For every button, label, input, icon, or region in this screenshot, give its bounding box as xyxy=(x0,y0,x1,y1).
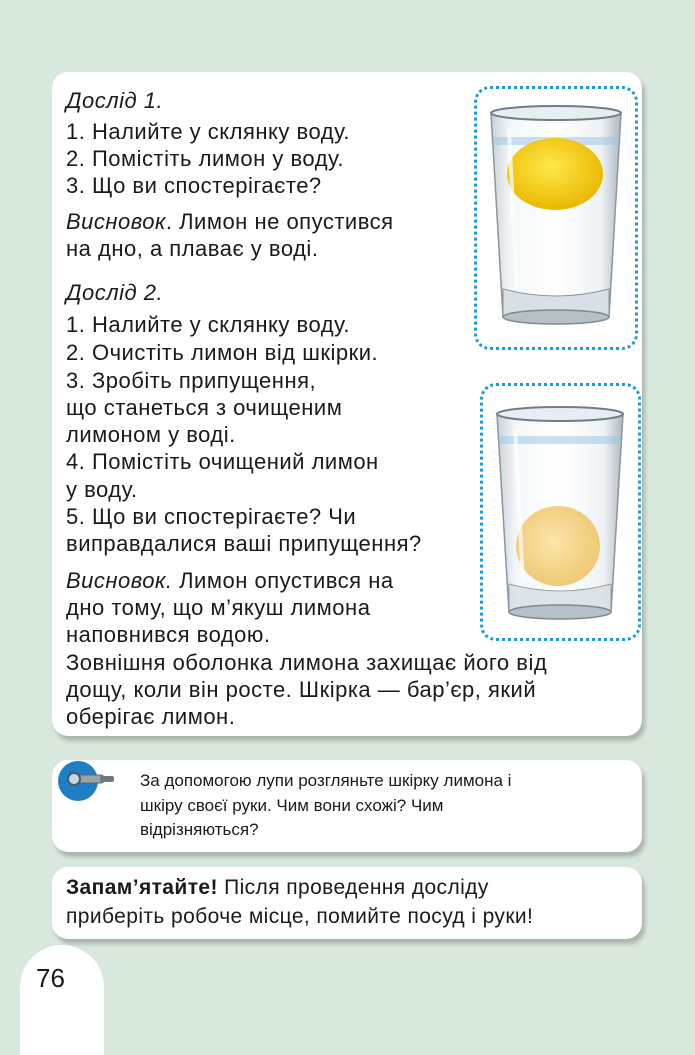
remember-line: Після проведення досліду xyxy=(217,876,489,899)
experiment2-conclusion-text: наповнився водою. xyxy=(66,622,271,647)
conclusion-text: Лимон опустився на xyxy=(172,568,394,593)
experiment2-step: 4. Помістіть очищений лимон xyxy=(66,449,379,474)
experiment2-step: виправдалися ваші припущення? xyxy=(66,531,422,556)
experiment1-step: 3. Що ви спостерігаєте? xyxy=(66,173,322,198)
magnifier-moon-icon xyxy=(54,758,124,809)
experiment1-title: Дослід 1. xyxy=(66,88,164,113)
experiment2-title: Дослід 2. xyxy=(66,280,164,305)
experiment1-step: 1. Налийте у склянку воду. xyxy=(66,119,350,144)
conclusion-label: Висновок xyxy=(66,209,166,234)
experiment2-step: 2. Очистіть лимон від шкірки. xyxy=(66,340,379,365)
experiment2-step: 5. Що ви спостерігаєте? Чи xyxy=(66,504,357,529)
experiment2-step: лимоном у воді. xyxy=(66,422,236,447)
peeled-lemon-shape xyxy=(516,506,600,586)
experiment2-step: у воду. xyxy=(66,477,138,502)
page-number: 76 xyxy=(36,963,65,993)
remember-text xyxy=(66,874,489,902)
conclusion-text: . Лимон не опустився xyxy=(165,209,394,234)
remember-label: Запам’ятайте! xyxy=(66,876,218,899)
experiment1-step: 2. Помістіть лимон у воду. xyxy=(66,146,344,171)
experiment2-conclusion-text: Зовнішня оболонка лимона захищає його від xyxy=(66,650,548,675)
remember-line: приберіть робоче місце, помийте посуд і руки! xyxy=(66,905,534,928)
experiment2-step: 1. Налийте у склянку воду. xyxy=(66,312,350,337)
experiment2-step: що станеться з очищеним xyxy=(66,395,343,420)
conclusion-label: Висновок. xyxy=(66,568,173,593)
experiment2-conclusion-text: оберігає лимон. xyxy=(66,704,236,729)
experiment2-step: 3. Зробіть припущення, xyxy=(66,368,317,393)
tip-text: шкіру своєї руки. Чим вони схожі? Чим xyxy=(140,796,444,815)
experiment2-conclusion xyxy=(66,567,394,594)
lemon-shape xyxy=(507,138,603,210)
tip-text: відрізняються? xyxy=(140,820,259,839)
experiment1-conclusion xyxy=(66,208,394,235)
glass-sunk-lemon-image xyxy=(480,383,641,641)
experiment2-conclusion-text: дощу, коли він росте. Шкірка — бар’єр, який xyxy=(66,677,537,702)
page-number-tab xyxy=(20,945,104,1055)
glass-floating-lemon-image xyxy=(474,86,638,350)
experiment1-conclusion-text: на дно, а плаває у воді. xyxy=(66,236,319,261)
tip-text: За допомогою лупи розгляньте шкірку лимона і xyxy=(140,771,512,790)
experiment2-conclusion-text: дно тому, що м’якуш лимона xyxy=(66,595,371,620)
